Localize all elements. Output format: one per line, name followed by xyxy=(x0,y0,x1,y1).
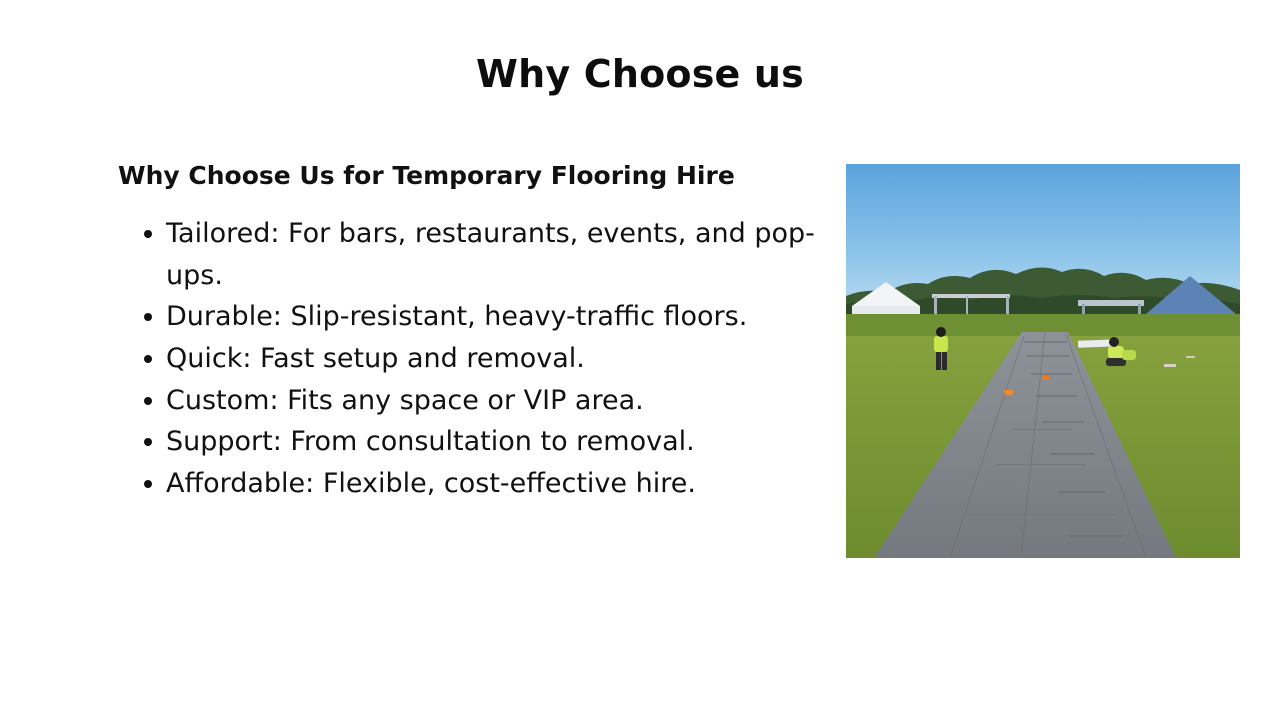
list-item-text: Tailored: For bars, restaurants, events, and pop-ups. xyxy=(166,218,815,291)
list-item xyxy=(118,421,818,463)
list-item-text: Durable: Slip-resistant, heavy-traffic floors. xyxy=(166,301,748,333)
list-item-text: Quick: Fast setup and removal. xyxy=(166,342,585,374)
bullet-dot-icon xyxy=(144,397,152,405)
content-column xyxy=(118,160,818,504)
list-item xyxy=(118,380,818,422)
bullet-dot-icon xyxy=(144,480,152,488)
list-item xyxy=(118,213,818,296)
benefits-list xyxy=(118,213,818,504)
bullet-dot-icon xyxy=(144,438,152,446)
bullet-dot-icon xyxy=(144,355,152,363)
list-item xyxy=(118,338,818,380)
list-item xyxy=(118,296,818,338)
list-item-text: Support: From consultation to removal. xyxy=(166,426,695,458)
bullet-dot-icon xyxy=(144,230,152,238)
temporary-flooring-walkway-photo xyxy=(846,164,1240,558)
page-title: Why Choose us xyxy=(475,52,804,96)
section-subheading: Why Choose Us for Temporary Flooring Hire xyxy=(118,161,735,190)
list-item xyxy=(118,463,818,505)
list-item-text: Custom: Fits any space or VIP area. xyxy=(166,384,644,416)
list-item-text: Affordable: Flexible, cost-effective hire. xyxy=(166,467,696,499)
bullet-dot-icon xyxy=(144,313,152,321)
